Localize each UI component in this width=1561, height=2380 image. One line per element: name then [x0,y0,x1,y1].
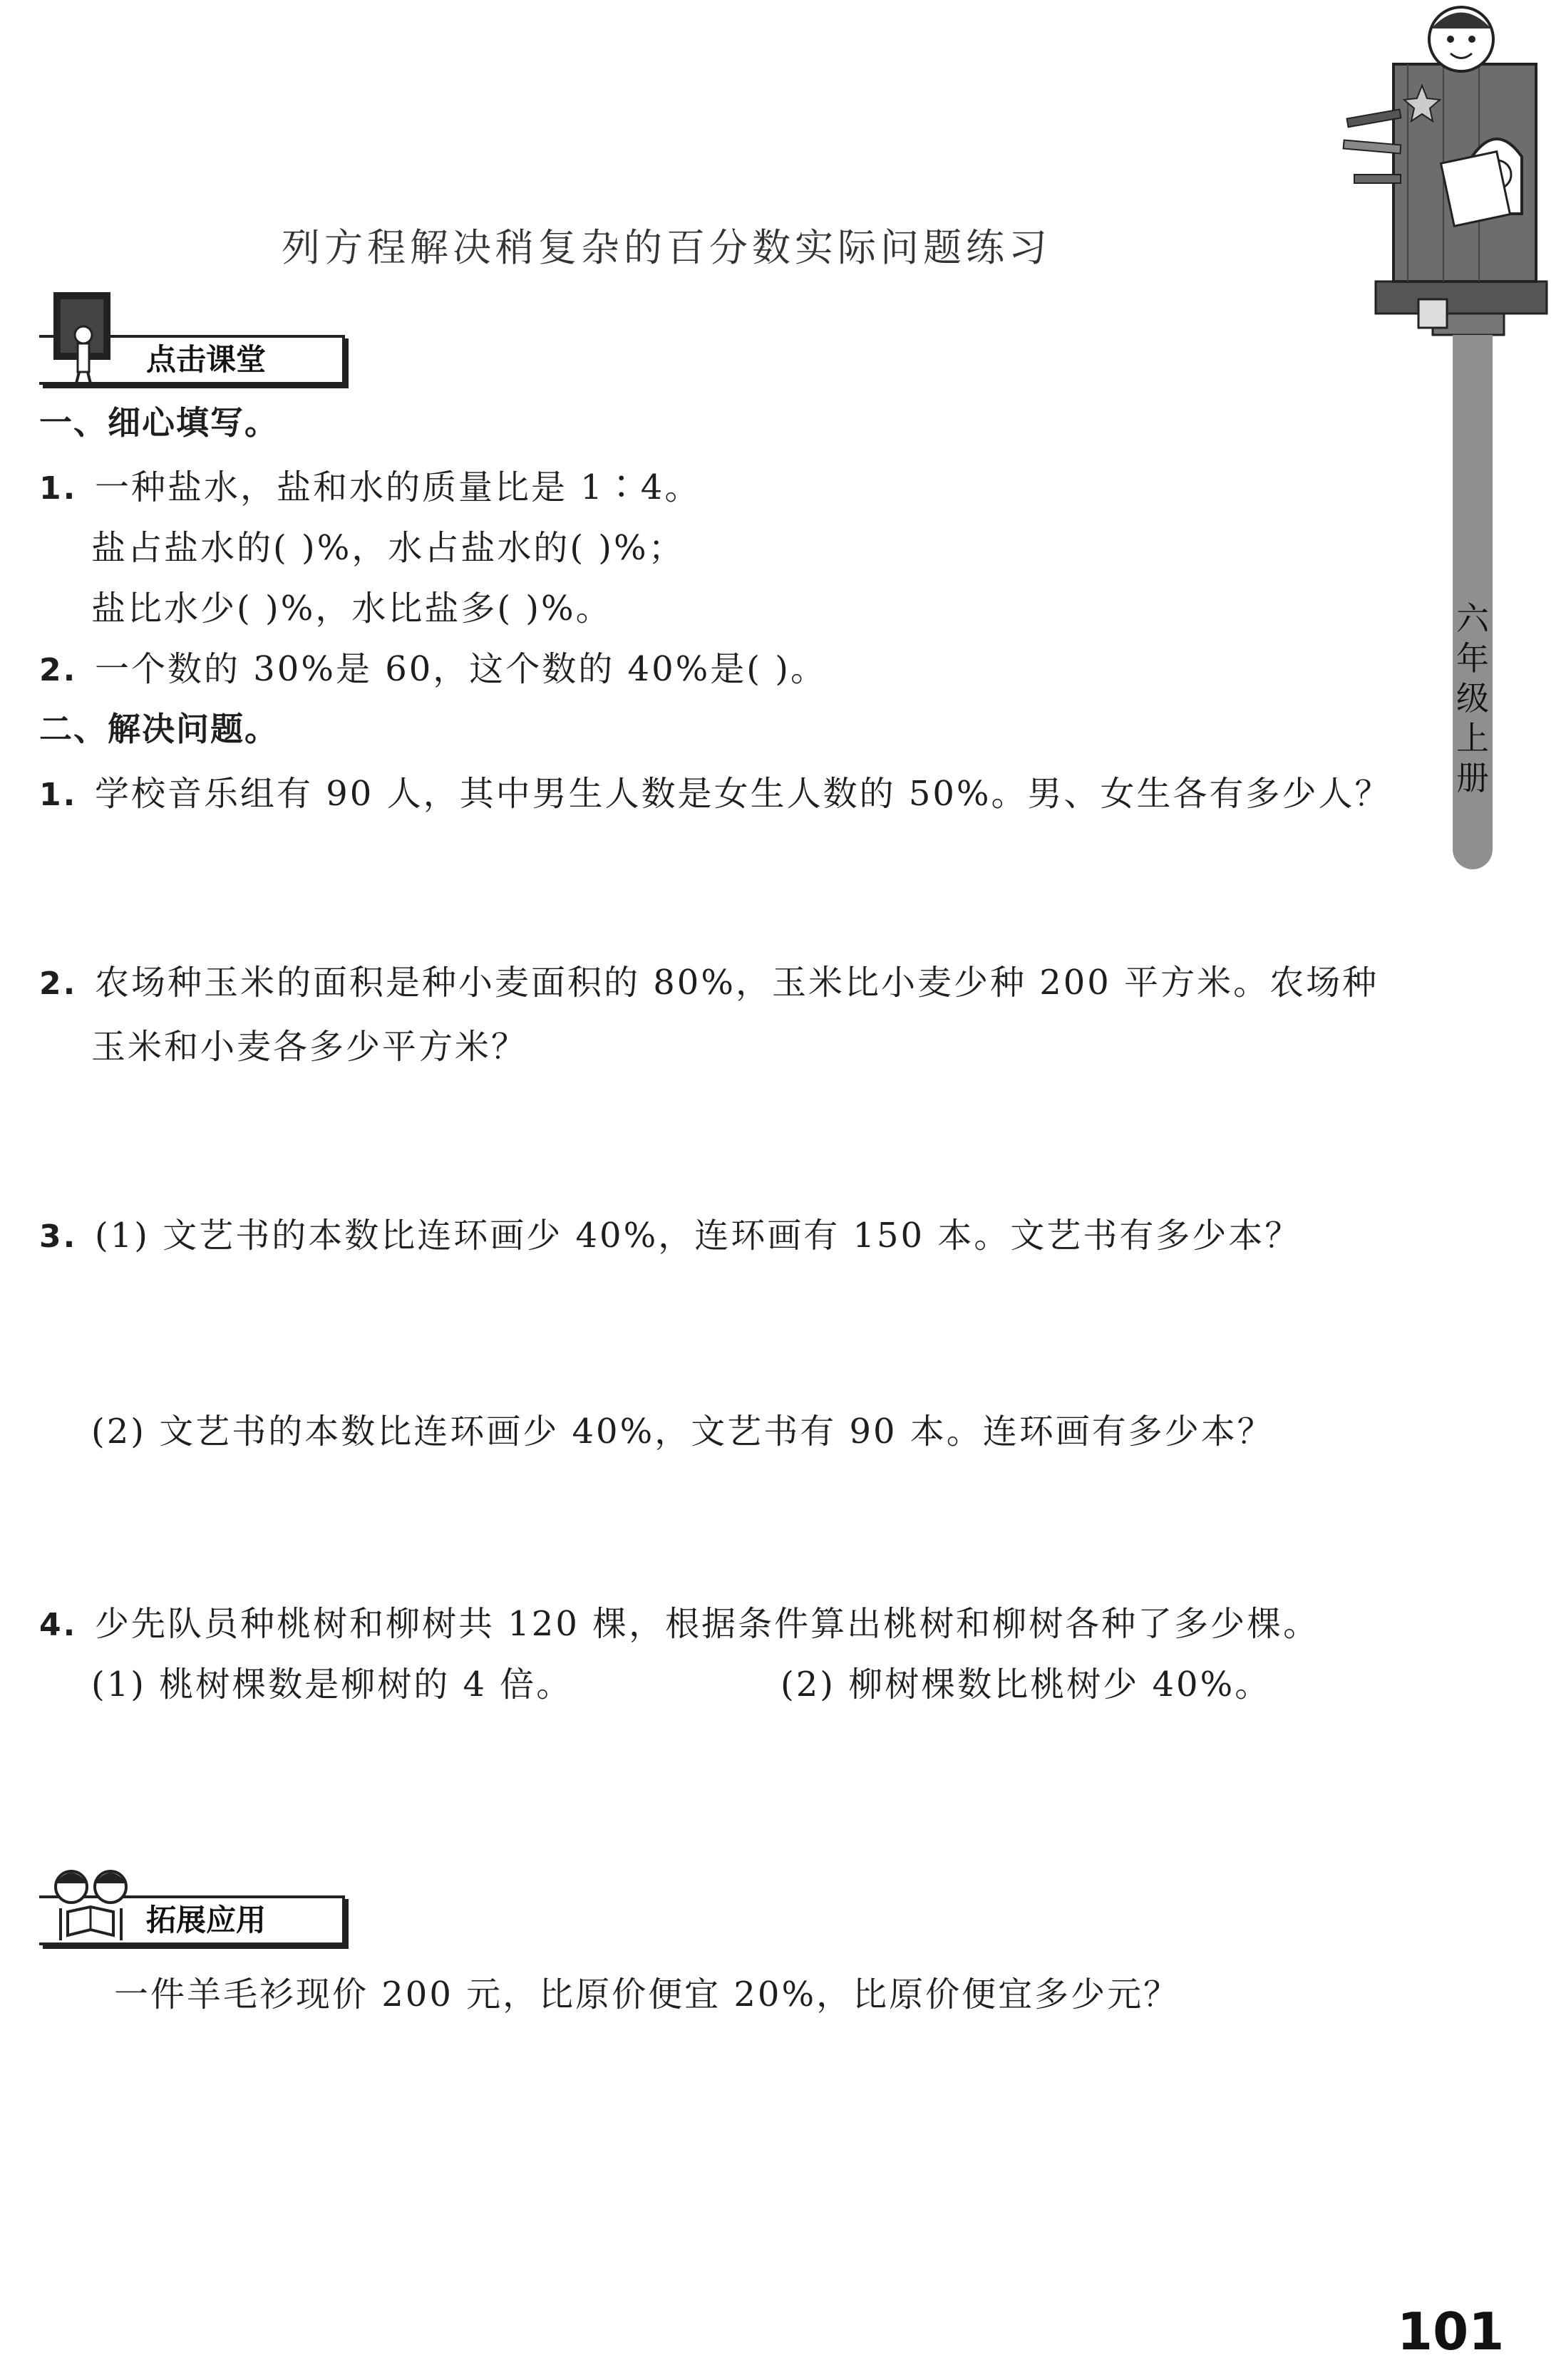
question-2-2-line2: 玉米和小麦各多少平方米？ [91,1027,528,1067]
question-text: 学校音乐组有 90 人，其中男生人数是女生人数的 50%。男、女生各有多少人？ [95,774,1391,814]
grade-label: 六年级上册 [1456,599,1489,797]
question-1-1-line3: 盐比水少( )%，水比盐多( )%。 [91,589,612,628]
section-banner-classroom [39,335,345,385]
question-number: 3. [39,1219,78,1255]
question-2-1 [39,774,1391,814]
question-text: 农场种玉米的面积是种小麦面积的 80%，玉米比小麦少种 200 平方米。农场种 [95,963,1379,1003]
question-number: 1. [39,777,78,813]
extension-question: 一件羊毛衫现价 200 元，比原价便宜 20%，比原价便宜多少元？ [114,1975,1180,2014]
question-2-4-sub1: (1) 桃树棵数是柳树的 4 倍。 [91,1665,573,1704]
question-text: 一种盐水，盐和水的质量比是 1∶4。 [95,467,701,507]
question-1-1 [39,467,701,507]
question-number: 2. [39,966,78,1002]
page-title: 列方程解决稍复杂的百分数实际问题练习 [282,225,1051,270]
question-number: 1. [39,470,78,507]
question-number: 2. [39,652,78,688]
kids-house-illustration [1326,0,1561,371]
question-1-2 [39,649,827,689]
question-2-3-sub2: (2) 文艺书的本数比连环画少 40%，文艺书有 90 本。连环画有多少本？ [91,1412,1274,1452]
question-2-3 [39,1216,1302,1256]
question-text: (1) 文艺书的本数比连环画少 40%，连环画有 150 本。文艺书有多少本？ [95,1216,1302,1256]
question-2-2 [39,963,1379,1003]
question-2-4-sub2: (2) 柳树棵数比桃树少 40%。 [780,1665,1272,1704]
section-title-classroom: 点击课堂 [39,335,345,385]
question-1-1-line2: 盐占盐水的( )%，水占盐水的( )%； [91,528,685,568]
question-2-4 [39,1604,1320,1644]
section-title-extension: 拓展应用 [39,1895,345,1945]
part2-heading: 二、解决问题。 [39,710,279,748]
section-banner-extension [39,1895,345,1945]
part1-heading: 一、细心填写。 [39,403,279,442]
page-number: 101 [1397,2302,1505,2361]
student-at-blackboard-icon [39,285,125,385]
question-number: 4. [39,1607,78,1643]
question-text: 少先队员种桃树和柳树共 120 棵，根据条件算出桃树和柳树各种了多少棵。 [95,1604,1320,1644]
question-text: 一个数的 30%是 60，这个数的 40%是( )。 [95,649,827,689]
reading-children-icon [39,1858,146,1944]
